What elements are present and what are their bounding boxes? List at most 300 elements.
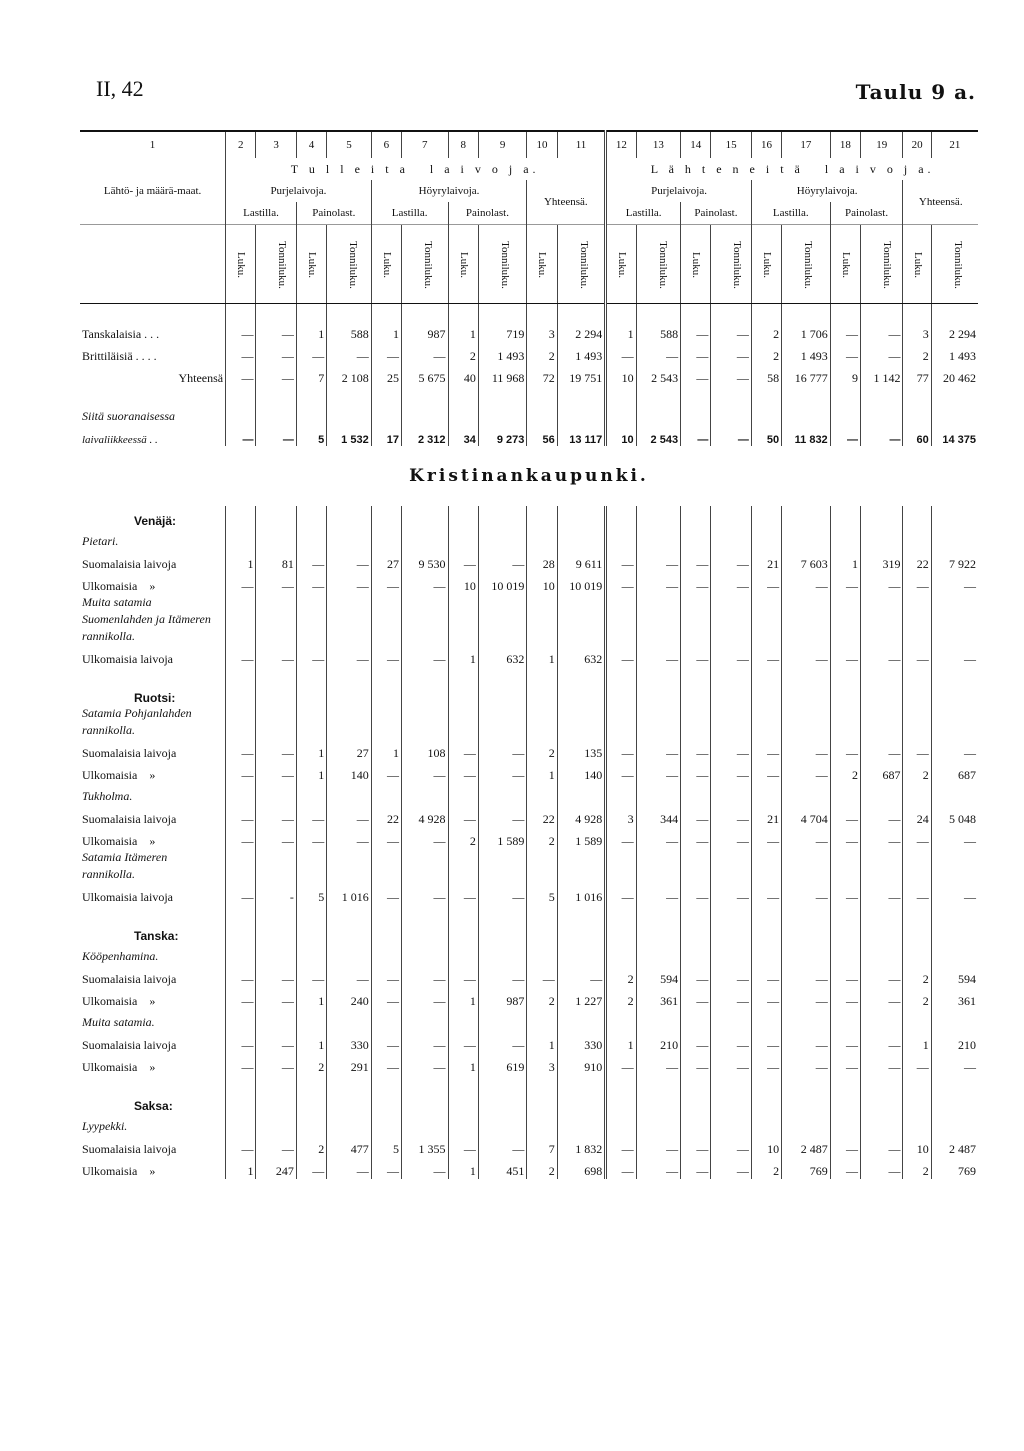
empty-cell (256, 402, 296, 424)
value-cell: — (402, 572, 449, 594)
city-title: Kristinankaupunki. (409, 466, 649, 486)
value-cell: 108 (402, 739, 449, 761)
spacer-cell (903, 386, 931, 402)
spacer-cell (557, 905, 606, 921)
value-cell: 27 (327, 739, 371, 761)
value-cell: — (296, 827, 326, 849)
empty-cell (402, 683, 449, 705)
empty-cell (931, 849, 978, 883)
empty-cell (557, 1091, 606, 1113)
value-cell: 4 704 (782, 805, 831, 827)
spacer-cell (402, 667, 449, 683)
spacer-cell (861, 1075, 903, 1091)
empty-cell (931, 1009, 978, 1031)
value-cell: 361 (931, 987, 978, 1009)
tonnage-label: Tonniluku. (802, 240, 815, 289)
empty-cell (931, 705, 978, 739)
empty-cell (256, 594, 296, 645)
spacer-cell (830, 667, 860, 683)
column-number: 12 (606, 131, 636, 158)
laden-header: Lastilla. (751, 202, 830, 225)
count-label: Luku. (616, 251, 629, 278)
value-cell: — (830, 883, 860, 905)
empty-cell (711, 783, 751, 805)
empty-cell (256, 943, 296, 965)
empty-cell (711, 943, 751, 965)
empty-cell (830, 1091, 860, 1113)
empty-cell (751, 705, 781, 739)
total-header: Yhteensä. (903, 180, 978, 225)
value-cell: 2 (606, 987, 636, 1009)
empty-cell (478, 528, 527, 550)
empty-cell (226, 1091, 256, 1113)
row-label: laivaliikkeessä . . (82, 434, 158, 446)
empty-cell (606, 705, 636, 739)
value-cell: — (711, 342, 751, 364)
empty-cell (527, 1091, 557, 1113)
spacer-cell (782, 386, 831, 402)
value-cell: 2 (527, 827, 557, 849)
empty-cell (636, 1091, 680, 1113)
value-cell: — (711, 1053, 751, 1075)
spacer-cell (478, 304, 527, 321)
value-cell: — (903, 1053, 931, 1075)
vertical-header-cell (751, 225, 781, 304)
value-cell: — (226, 424, 256, 446)
value-cell: 72 (527, 364, 557, 386)
spacer-cell (861, 667, 903, 683)
value-cell: — (782, 739, 831, 761)
empty-cell (327, 783, 371, 805)
column-number: 9 (478, 131, 527, 158)
value-cell: 1 589 (478, 827, 527, 849)
spacer-cell (861, 905, 903, 921)
empty-cell (557, 1009, 606, 1031)
tonnage-label: Tonniluku. (731, 240, 744, 289)
empty-cell (931, 528, 978, 550)
empty-cell (861, 943, 903, 965)
value-cell: — (861, 883, 903, 905)
empty-cell (296, 943, 326, 965)
value-cell: 9 (830, 364, 860, 386)
spacer-cell (711, 304, 751, 321)
value-cell: — (711, 761, 751, 783)
empty-cell (327, 1113, 371, 1135)
row-label: Yhteensä (178, 371, 224, 385)
value-cell: — (606, 739, 636, 761)
empty-cell (830, 683, 860, 705)
value-cell: — (226, 645, 256, 667)
column-number: 3 (256, 131, 296, 158)
value-cell: 3 (606, 805, 636, 827)
value-cell: 2 (903, 761, 931, 783)
data-row (80, 883, 978, 905)
page-number: II, 42 (96, 76, 144, 101)
spacer-cell (296, 1075, 326, 1091)
value-cell: — (681, 1031, 711, 1053)
spacer-cell (256, 1075, 296, 1091)
value-cell: — (751, 965, 781, 987)
empty-cell (903, 921, 931, 943)
empty-cell (931, 1113, 978, 1135)
value-cell: — (371, 827, 401, 849)
value-cell: 7 (527, 1135, 557, 1157)
value-cell: — (751, 987, 781, 1009)
value-cell: 2 487 (782, 1135, 831, 1157)
value-cell: — (830, 572, 860, 594)
value-cell: — (371, 645, 401, 667)
section-label: Siitä suoranaisessa (82, 409, 176, 423)
empty-cell (557, 506, 606, 528)
empty-cell (711, 921, 751, 943)
empty-cell (861, 849, 903, 883)
value-cell: 22 (903, 550, 931, 572)
value-cell: — (636, 827, 680, 849)
empty-cell (681, 594, 711, 645)
data-row (80, 645, 978, 667)
value-cell: 632 (478, 645, 527, 667)
value-cell: — (931, 883, 978, 905)
value-cell: — (327, 1157, 371, 1179)
value-cell: 28 (527, 550, 557, 572)
value-cell: 1 493 (931, 342, 978, 364)
empty-cell (830, 594, 860, 645)
empty-cell (636, 705, 680, 739)
spacer-cell (606, 667, 636, 683)
data-row (80, 739, 978, 761)
value-cell: — (402, 883, 449, 905)
value-cell: 1 (296, 739, 326, 761)
spacer-cell (557, 304, 606, 321)
value-cell: — (830, 320, 860, 342)
value-cell: — (861, 1135, 903, 1157)
vertical-header-cell (527, 225, 557, 304)
spacer-cell (782, 667, 831, 683)
value-cell: — (711, 805, 751, 827)
section-label: Ruotsi: (134, 691, 176, 705)
value-cell: — (478, 1031, 527, 1053)
value-cell: 2 (296, 1135, 326, 1157)
empty-cell (931, 506, 978, 528)
value-cell: 451 (478, 1157, 527, 1179)
empty-cell (830, 402, 860, 424)
value-cell: 477 (327, 1135, 371, 1157)
row-label: Suomalaisia laivoja (82, 972, 177, 986)
empty-cell (606, 783, 636, 805)
spacer-cell (782, 304, 831, 321)
empty-cell (861, 1091, 903, 1113)
value-cell: — (782, 645, 831, 667)
empty-cell (636, 783, 680, 805)
spacer-cell (478, 1075, 527, 1091)
column-number: 21 (931, 131, 978, 158)
empty-cell (751, 849, 781, 883)
tonnage-label: Tonniluku. (276, 240, 289, 289)
row-label: Ulkomaisia » (82, 1060, 156, 1074)
vertical-header-cell (830, 225, 860, 304)
value-cell: — (782, 572, 831, 594)
count-label: Luku. (235, 251, 248, 278)
spacer-cell (636, 667, 680, 683)
empty-cell (830, 943, 860, 965)
laden-header: Lastilla. (226, 202, 297, 225)
spacer-cell (448, 667, 478, 683)
value-cell: — (751, 645, 781, 667)
empty-cell (751, 528, 781, 550)
value-cell: — (681, 572, 711, 594)
spacer-cell (830, 1075, 860, 1091)
value-cell: — (782, 883, 831, 905)
value-cell: 2 (527, 1157, 557, 1179)
count-label: Luku. (912, 251, 925, 278)
empty-cell (478, 849, 527, 883)
column-number: 6 (371, 131, 401, 158)
empty-cell (830, 528, 860, 550)
value-cell: — (256, 761, 296, 783)
empty-cell (256, 921, 296, 943)
place-row (80, 705, 978, 739)
value-cell: — (606, 827, 636, 849)
value-cell: 687 (931, 761, 978, 783)
value-cell: — (830, 827, 860, 849)
value-cell: — (296, 572, 326, 594)
value-cell: — (256, 342, 296, 364)
empty-cell (296, 705, 326, 739)
value-cell: — (711, 987, 751, 1009)
empty-cell (782, 1009, 831, 1031)
empty-cell (903, 1009, 931, 1031)
tonnage-label: Tonniluku. (656, 240, 669, 289)
value-cell: — (681, 965, 711, 987)
value-cell: — (448, 761, 478, 783)
row-label: Suomalaisia laivoja (82, 812, 177, 826)
empty-cell (711, 705, 751, 739)
value-cell: 2 (903, 342, 931, 364)
empty-cell (296, 506, 326, 528)
empty-cell (557, 849, 606, 883)
value-cell: 14 375 (931, 424, 978, 446)
value-cell: — (256, 1031, 296, 1053)
value-cell: — (681, 883, 711, 905)
empty-cell (903, 683, 931, 705)
empty-cell (751, 943, 781, 965)
empty-cell (636, 528, 680, 550)
value-cell: 9 611 (557, 550, 606, 572)
value-cell: — (226, 965, 256, 987)
direct-trade-label-row (80, 402, 978, 424)
value-cell: — (402, 987, 449, 1009)
row-label: Suomalaisia laivoja (82, 557, 177, 571)
value-cell: 1 (448, 987, 478, 1009)
spacer-cell (931, 667, 978, 683)
value-cell: — (830, 1135, 860, 1157)
spacer-cell (80, 905, 226, 921)
value-cell: — (296, 965, 326, 987)
value-cell: 2 (903, 987, 931, 1009)
value-cell: — (226, 739, 256, 761)
summary-row (80, 342, 978, 364)
spacer-cell (931, 1075, 978, 1091)
empty-cell (527, 506, 557, 528)
empty-cell (478, 1091, 527, 1113)
value-cell: — (478, 1135, 527, 1157)
spacer-cell (711, 667, 751, 683)
value-cell: — (861, 739, 903, 761)
empty-cell (448, 1009, 478, 1031)
value-cell: — (830, 805, 860, 827)
value-cell: 2 (527, 342, 557, 364)
value-cell: 27 (371, 550, 401, 572)
empty-cell (527, 594, 557, 645)
column-number: 2 (226, 131, 256, 158)
spacer-cell (478, 386, 527, 402)
value-cell: — (861, 1031, 903, 1053)
empty-cell (903, 506, 931, 528)
empty-cell (296, 1113, 326, 1135)
section-label: Saksa: (134, 1099, 173, 1113)
spacer-cell (371, 386, 401, 402)
value-cell: - (256, 883, 296, 905)
spacer-cell (782, 1075, 831, 1091)
value-cell: 330 (557, 1031, 606, 1053)
spacer-cell (527, 1075, 557, 1091)
vertical-header-cell (931, 225, 978, 304)
value-cell: 135 (557, 739, 606, 761)
value-cell: — (256, 424, 296, 446)
value-cell: — (782, 987, 831, 1009)
table-tag: Taulu 9 a. (855, 80, 976, 104)
empty-cell (861, 783, 903, 805)
empty-cell (830, 849, 860, 883)
value-cell: 687 (861, 761, 903, 783)
value-cell: — (636, 645, 680, 667)
row-label: Tanskalaisia . . . (82, 327, 160, 341)
empty-cell (557, 943, 606, 965)
value-cell: — (402, 965, 449, 987)
empty-cell (327, 594, 371, 645)
place-row (80, 1009, 978, 1031)
empty-cell (681, 402, 711, 424)
spacer-row (80, 667, 978, 683)
empty-cell (402, 402, 449, 424)
value-cell: 1 (296, 1031, 326, 1053)
spacer-cell (296, 304, 326, 321)
section-label: Pietari. (82, 534, 119, 548)
tonnage-label: Tonniluku. (421, 240, 434, 289)
value-cell: 987 (478, 987, 527, 1009)
value-cell: 240 (327, 987, 371, 1009)
value-cell: — (256, 1135, 296, 1157)
empty-cell (636, 921, 680, 943)
count-label: Luku. (839, 251, 852, 278)
value-cell: 9 530 (402, 550, 449, 572)
data-row (80, 572, 978, 594)
value-cell: 910 (557, 1053, 606, 1075)
empty-cell (527, 783, 557, 805)
value-cell: 25 (371, 364, 401, 386)
value-cell: — (327, 342, 371, 364)
spacer-cell (711, 905, 751, 921)
value-cell: 2 (527, 987, 557, 1009)
value-cell: 1 (371, 739, 401, 761)
value-cell: — (931, 1053, 978, 1075)
empty-cell (296, 849, 326, 883)
empty-cell (226, 849, 256, 883)
empty-cell (557, 402, 606, 424)
value-cell: 5 (371, 1135, 401, 1157)
spacer-cell (256, 905, 296, 921)
incoming-header: T u l l e i t a l a i v o j a. (226, 158, 606, 180)
empty-cell (830, 1113, 860, 1135)
value-cell: 5 (296, 883, 326, 905)
data-row (80, 550, 978, 572)
empty-cell (861, 594, 903, 645)
value-cell: 1 355 (402, 1135, 449, 1157)
empty-cell (636, 683, 680, 705)
section-label: Lyypekki. (82, 1119, 128, 1133)
value-cell: — (711, 1031, 751, 1053)
empty-cell (371, 402, 401, 424)
empty-cell (782, 783, 831, 805)
value-cell: — (606, 572, 636, 594)
direct-trade-row (80, 424, 978, 446)
spacer-cell (681, 667, 711, 683)
spacer-cell (903, 667, 931, 683)
empty-cell (478, 594, 527, 645)
empty-cell (931, 783, 978, 805)
value-cell: 769 (931, 1157, 978, 1179)
spacer-cell (903, 905, 931, 921)
value-cell: 2 (448, 827, 478, 849)
empty-cell (931, 402, 978, 424)
section-label: Muita satamia. (82, 1015, 155, 1029)
empty-cell (782, 1091, 831, 1113)
shipping-table (80, 130, 978, 1179)
empty-cell (751, 594, 781, 645)
value-cell: 1 (296, 320, 326, 342)
value-cell: 1 (527, 645, 557, 667)
value-cell: — (931, 645, 978, 667)
spacer-cell (751, 905, 781, 921)
value-cell: 21 (751, 805, 781, 827)
empty-cell (861, 402, 903, 424)
value-cell: — (606, 1053, 636, 1075)
spacer-cell (681, 304, 711, 321)
value-cell: — (782, 1053, 831, 1075)
value-cell: 1 (371, 320, 401, 342)
value-cell: 56 (527, 424, 557, 446)
empty-cell (681, 705, 711, 739)
value-cell: — (256, 739, 296, 761)
empty-cell (226, 1009, 256, 1031)
empty-cell (606, 1009, 636, 1031)
value-cell: — (903, 883, 931, 905)
value-cell: 16 777 (782, 364, 831, 386)
value-cell: — (478, 761, 527, 783)
empty-cell (226, 705, 256, 739)
empty-cell (448, 849, 478, 883)
empty-cell (327, 849, 371, 883)
empty-cell (782, 921, 831, 943)
spacer-cell (402, 905, 449, 921)
empty-cell (296, 783, 326, 805)
empty-cell (606, 528, 636, 550)
value-cell: 10 (527, 572, 557, 594)
value-cell: — (402, 761, 449, 783)
value-cell: 2 (830, 761, 860, 783)
empty-cell (861, 1009, 903, 1031)
value-cell: 3 (903, 320, 931, 342)
